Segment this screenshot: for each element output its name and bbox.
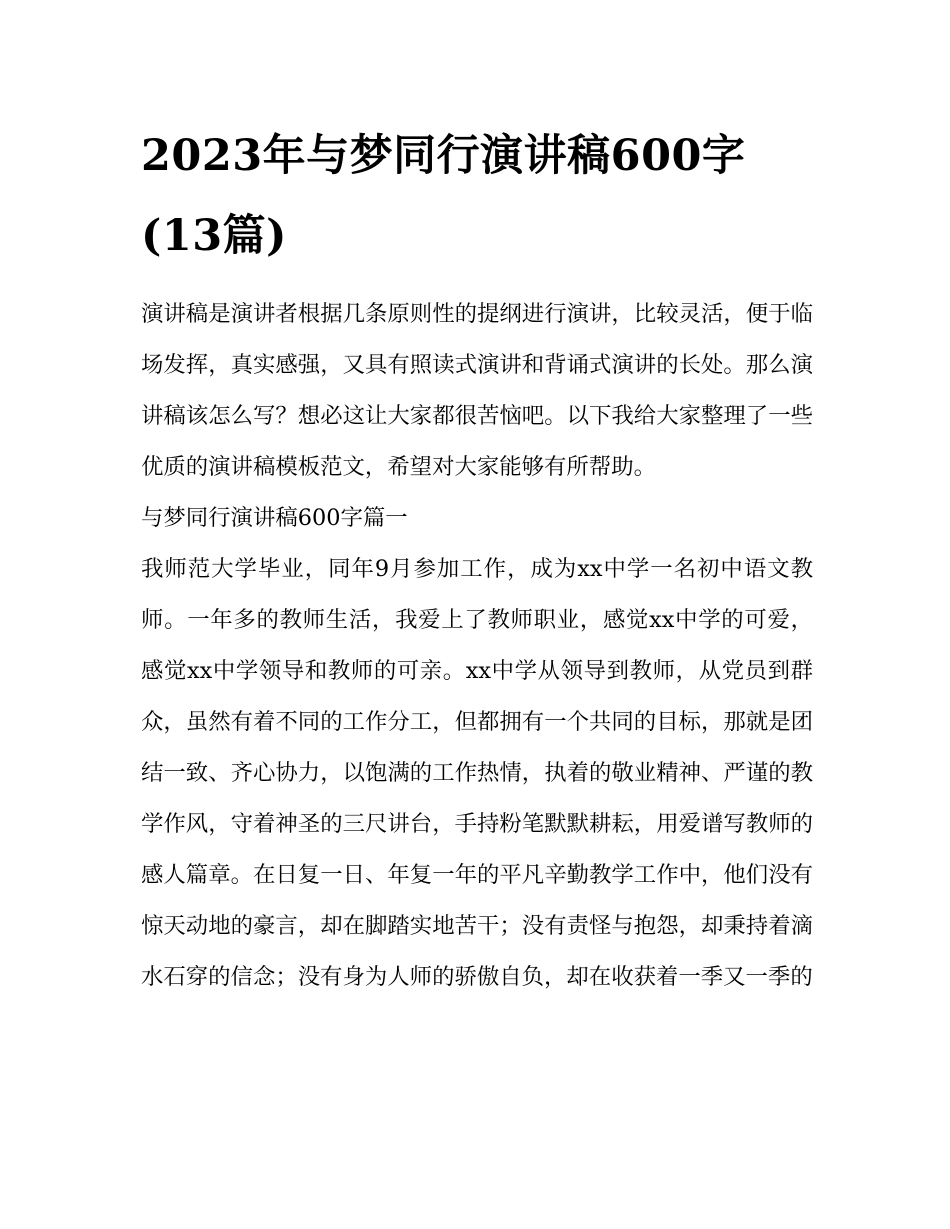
document-title: 2023年与梦同行演讲稿600字(13篇) [141, 131, 746, 261]
body-paragraph: 我师范大学毕业，同年9月参加工作，成为xx中学一名初中语文教师。一年多的教师生活，我爱上了教师职业，感觉xx中学的可爱，感觉xx中学领导和教师的可亲。xx中学从领导到教师，从党员到群众，虽然有着不同的工作分工，但都拥有一个共同的目标，那就是团结一致、齐心协力，以饱满的工作热情，执着的敬业精神、严谨的教学作风，守着神圣的三尺讲台，手持粉笔默默耕耘，用爱谱写教师的感人篇章。在日复一日、年复一年的平凡辛勤教学工作中，他们没有惊天动地的豪言，却在脚踏实地苦干；没有责怪与抱怨，却秉持着滴水石穿的信念；没有身为人师的骄傲自负，却在收获着一季又一季的 [141, 556, 813, 990]
intro-paragraph: 演讲稿是演讲者根据几条原则性的提纲进行演讲，比较灵活，便于临场发挥，真实感强，又具有照读式演讲和背诵式演讲的长处。那么演讲稿该怎么写？想必这让大家都很苦恼吧。以下我给大家整理了一些优质的演讲稿模板范文，希望对大家能够有所帮助。 [141, 301, 813, 480]
document-content [141, 116, 813, 1003]
section-heading: 与梦同行演讲稿600字篇一 [141, 505, 408, 531]
document-body [141, 289, 813, 1003]
